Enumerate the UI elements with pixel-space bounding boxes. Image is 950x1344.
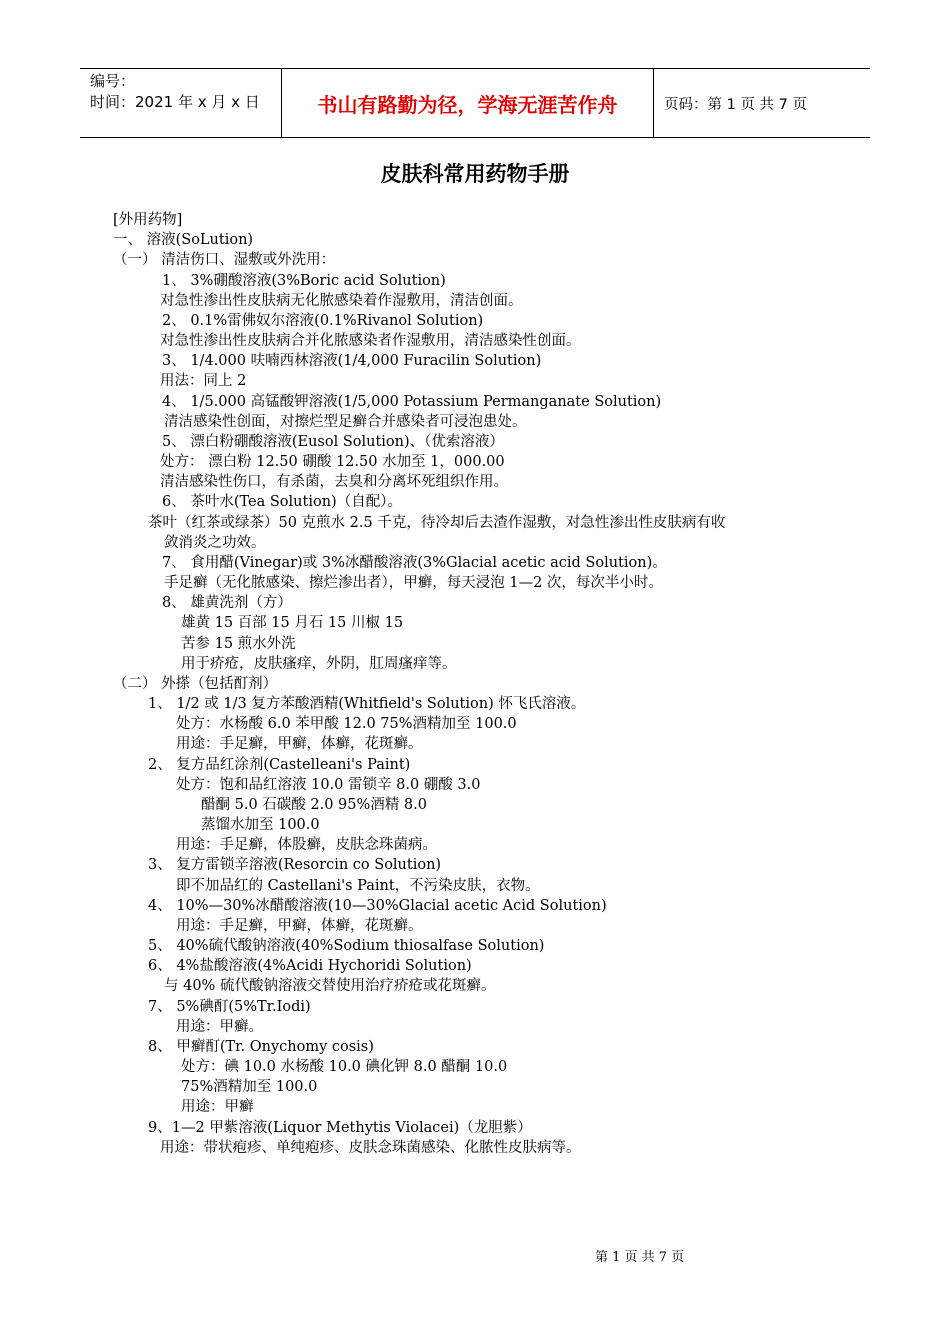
text-line: 敛消炎之功效。 bbox=[164, 534, 266, 551]
text-line: 1、 1/2 或 1/3 复方苯酸酒精(Whitfield's Solution) 怀飞氏溶液。 bbox=[148, 696, 586, 713]
text-line: 75%酒精加至 100.0 bbox=[181, 1079, 318, 1096]
text-line: 处方：碘 10.0 水杨酸 10.0 碘化钾 8.0 醋酮 10.0 bbox=[181, 1059, 508, 1076]
text-line: 用法：同上 2 bbox=[160, 373, 247, 390]
text-line: 1、 3%硼酸溶液(3%Boric acid Solution) bbox=[162, 272, 446, 289]
text-line: 4、 1/5.000 高锰酸钾溶液(1/5,000 Potassium Permanganate Solution) bbox=[162, 393, 662, 410]
text-line: 8、 甲癣酊(Tr. Onychomy cosis) bbox=[148, 1038, 374, 1055]
page-header bbox=[80, 68, 870, 138]
text-line: 3、 复方雷锁辛溶液(Resorcin co Solution) bbox=[148, 857, 442, 874]
text-line: 用途：甲癣。 bbox=[176, 1018, 263, 1035]
header-meta bbox=[80, 69, 282, 137]
text-line: [外用药物] bbox=[113, 212, 183, 228]
document-title: 皮肤科常用药物手册 bbox=[380, 162, 570, 186]
text-line: 一、 溶液(SoLution) bbox=[113, 232, 254, 249]
footer-page-number: 第 1 页 共 7 页 bbox=[595, 1250, 685, 1265]
text-line: 5、 40%硫代酸钠溶液(40%Sodium thiosalfase Solution) bbox=[148, 938, 545, 955]
document-date: 时间：2021 年 x 月 x 日 bbox=[90, 93, 260, 111]
text-line: 与 40% 硫代酸钠溶液交替使用治疗疥疮或花斑癣。 bbox=[164, 978, 496, 995]
text-line: 醋酮 5.0 石碳酸 2.0 95%酒精 8.0 bbox=[201, 796, 427, 813]
text-line: 用途：甲癣 bbox=[181, 1099, 254, 1116]
text-line: （二） 外搽（包括酊剂） bbox=[113, 675, 278, 692]
text-line: 5、 漂白粉硼酸溶液(Eusol Solution)、（优索溶液） bbox=[162, 433, 504, 450]
text-line: 清洁感染性创面，对擦烂型足癣合并感染者可浸泡患处。 bbox=[164, 413, 527, 430]
text-line: 6、 茶叶水(Tea Solution)（自配）。 bbox=[162, 494, 402, 511]
text-line: 对急性渗出性皮肤病合并化脓感染者作湿敷用，清洁感染性创面。 bbox=[160, 333, 581, 350]
text-line: 即不加品红的 Castellani's Paint，不污染皮肤，衣物。 bbox=[176, 877, 540, 894]
text-line: 3、 1/4.000 呋喃西林溶液(1/4,000 Furacilin Solution) bbox=[162, 353, 542, 370]
text-line: 9、1—2 甲紫溶液(Liquor Methytis Violacei)（龙胆紫） bbox=[148, 1119, 532, 1136]
text-line: 对急性渗出性皮肤病无化脓感染着作湿敷用，清洁创面。 bbox=[160, 292, 523, 309]
text-line: （一） 清洁伤口、湿敷或外洗用： bbox=[113, 252, 336, 269]
text-line: 处方： 漂白粉 12.50 硼酸 12.50 水加至 1，000.00 bbox=[160, 454, 505, 471]
text-line: 7、 5%碘酊(5%Tr.Iodi) bbox=[148, 998, 311, 1015]
text-line: 清洁感染性伤口，有杀菌，去臭和分离坏死组织作用。 bbox=[160, 474, 508, 491]
text-line: 用于疥疮，皮肤瘙痒，外阴，肛周瘙痒等。 bbox=[181, 655, 457, 672]
text-line: 手足癣（无化脓感染、擦烂渗出者），甲癣，每天浸泡 1—2 次，每次半小时。 bbox=[164, 575, 663, 592]
text-line: 7、 食用醋(Vinegar)或 3%冰醋酸溶液(3%Glacial acetic acid Solution)。 bbox=[162, 554, 667, 571]
header-motto: 书山有路勤为径，学海无涯苦作舟 bbox=[282, 69, 654, 137]
text-line: 2、 0.1%雷佛奴尔溶液(0.1%Rivanol Solution) bbox=[162, 312, 484, 329]
text-line: 蒸馏水加至 100.0 bbox=[201, 817, 320, 834]
text-line: 处方：水杨酸 6.0 苯甲酸 12.0 75%酒精加至 100.0 bbox=[176, 716, 517, 733]
text-line: 2、 复方品红涂剂(Castelleani's Paint) bbox=[148, 756, 411, 773]
text-line: 雄黄 15 百部 15 月石 15 川椒 15 bbox=[181, 615, 404, 632]
text-line: 处方：饱和品红溶液 10.0 雷锁辛 8.0 硼酸 3.0 bbox=[176, 776, 481, 793]
text-line: 用途：手足癣，甲癣，体癣，花斑癣。 bbox=[176, 917, 423, 934]
text-line: 茶叶（红茶或绿茶）50 克煎水 2.5 千克，待冷却后去渣作湿敷，对急性渗出性皮肤病有收 bbox=[148, 514, 726, 531]
header-page-info: 页码：第 1 页 共 7 页 bbox=[664, 96, 807, 113]
text-line: 用途：手足癣，甲癣，体癣，花斑癣。 bbox=[176, 736, 423, 753]
text-line: 6、 4%盐酸溶液(4%Acidi Hychoridi Solution) bbox=[148, 958, 472, 975]
text-line: 苦参 15 煎水外洗 bbox=[181, 635, 296, 652]
text-line: 8、 雄黄洗剂（方） bbox=[162, 595, 292, 612]
text-line: 用途：手足癣，体股癣，皮肤念珠菌病。 bbox=[176, 837, 437, 854]
text-line: 用途：带状疱疹、单纯疱疹、皮肤念珠菌感染、化脓性皮肤病等。 bbox=[160, 1139, 581, 1156]
document-number-label: 编号： bbox=[90, 72, 136, 90]
text-line: 4、 10%—30%冰醋酸溶液(10—30%Glacial acetic Acid Solution) bbox=[148, 897, 607, 914]
